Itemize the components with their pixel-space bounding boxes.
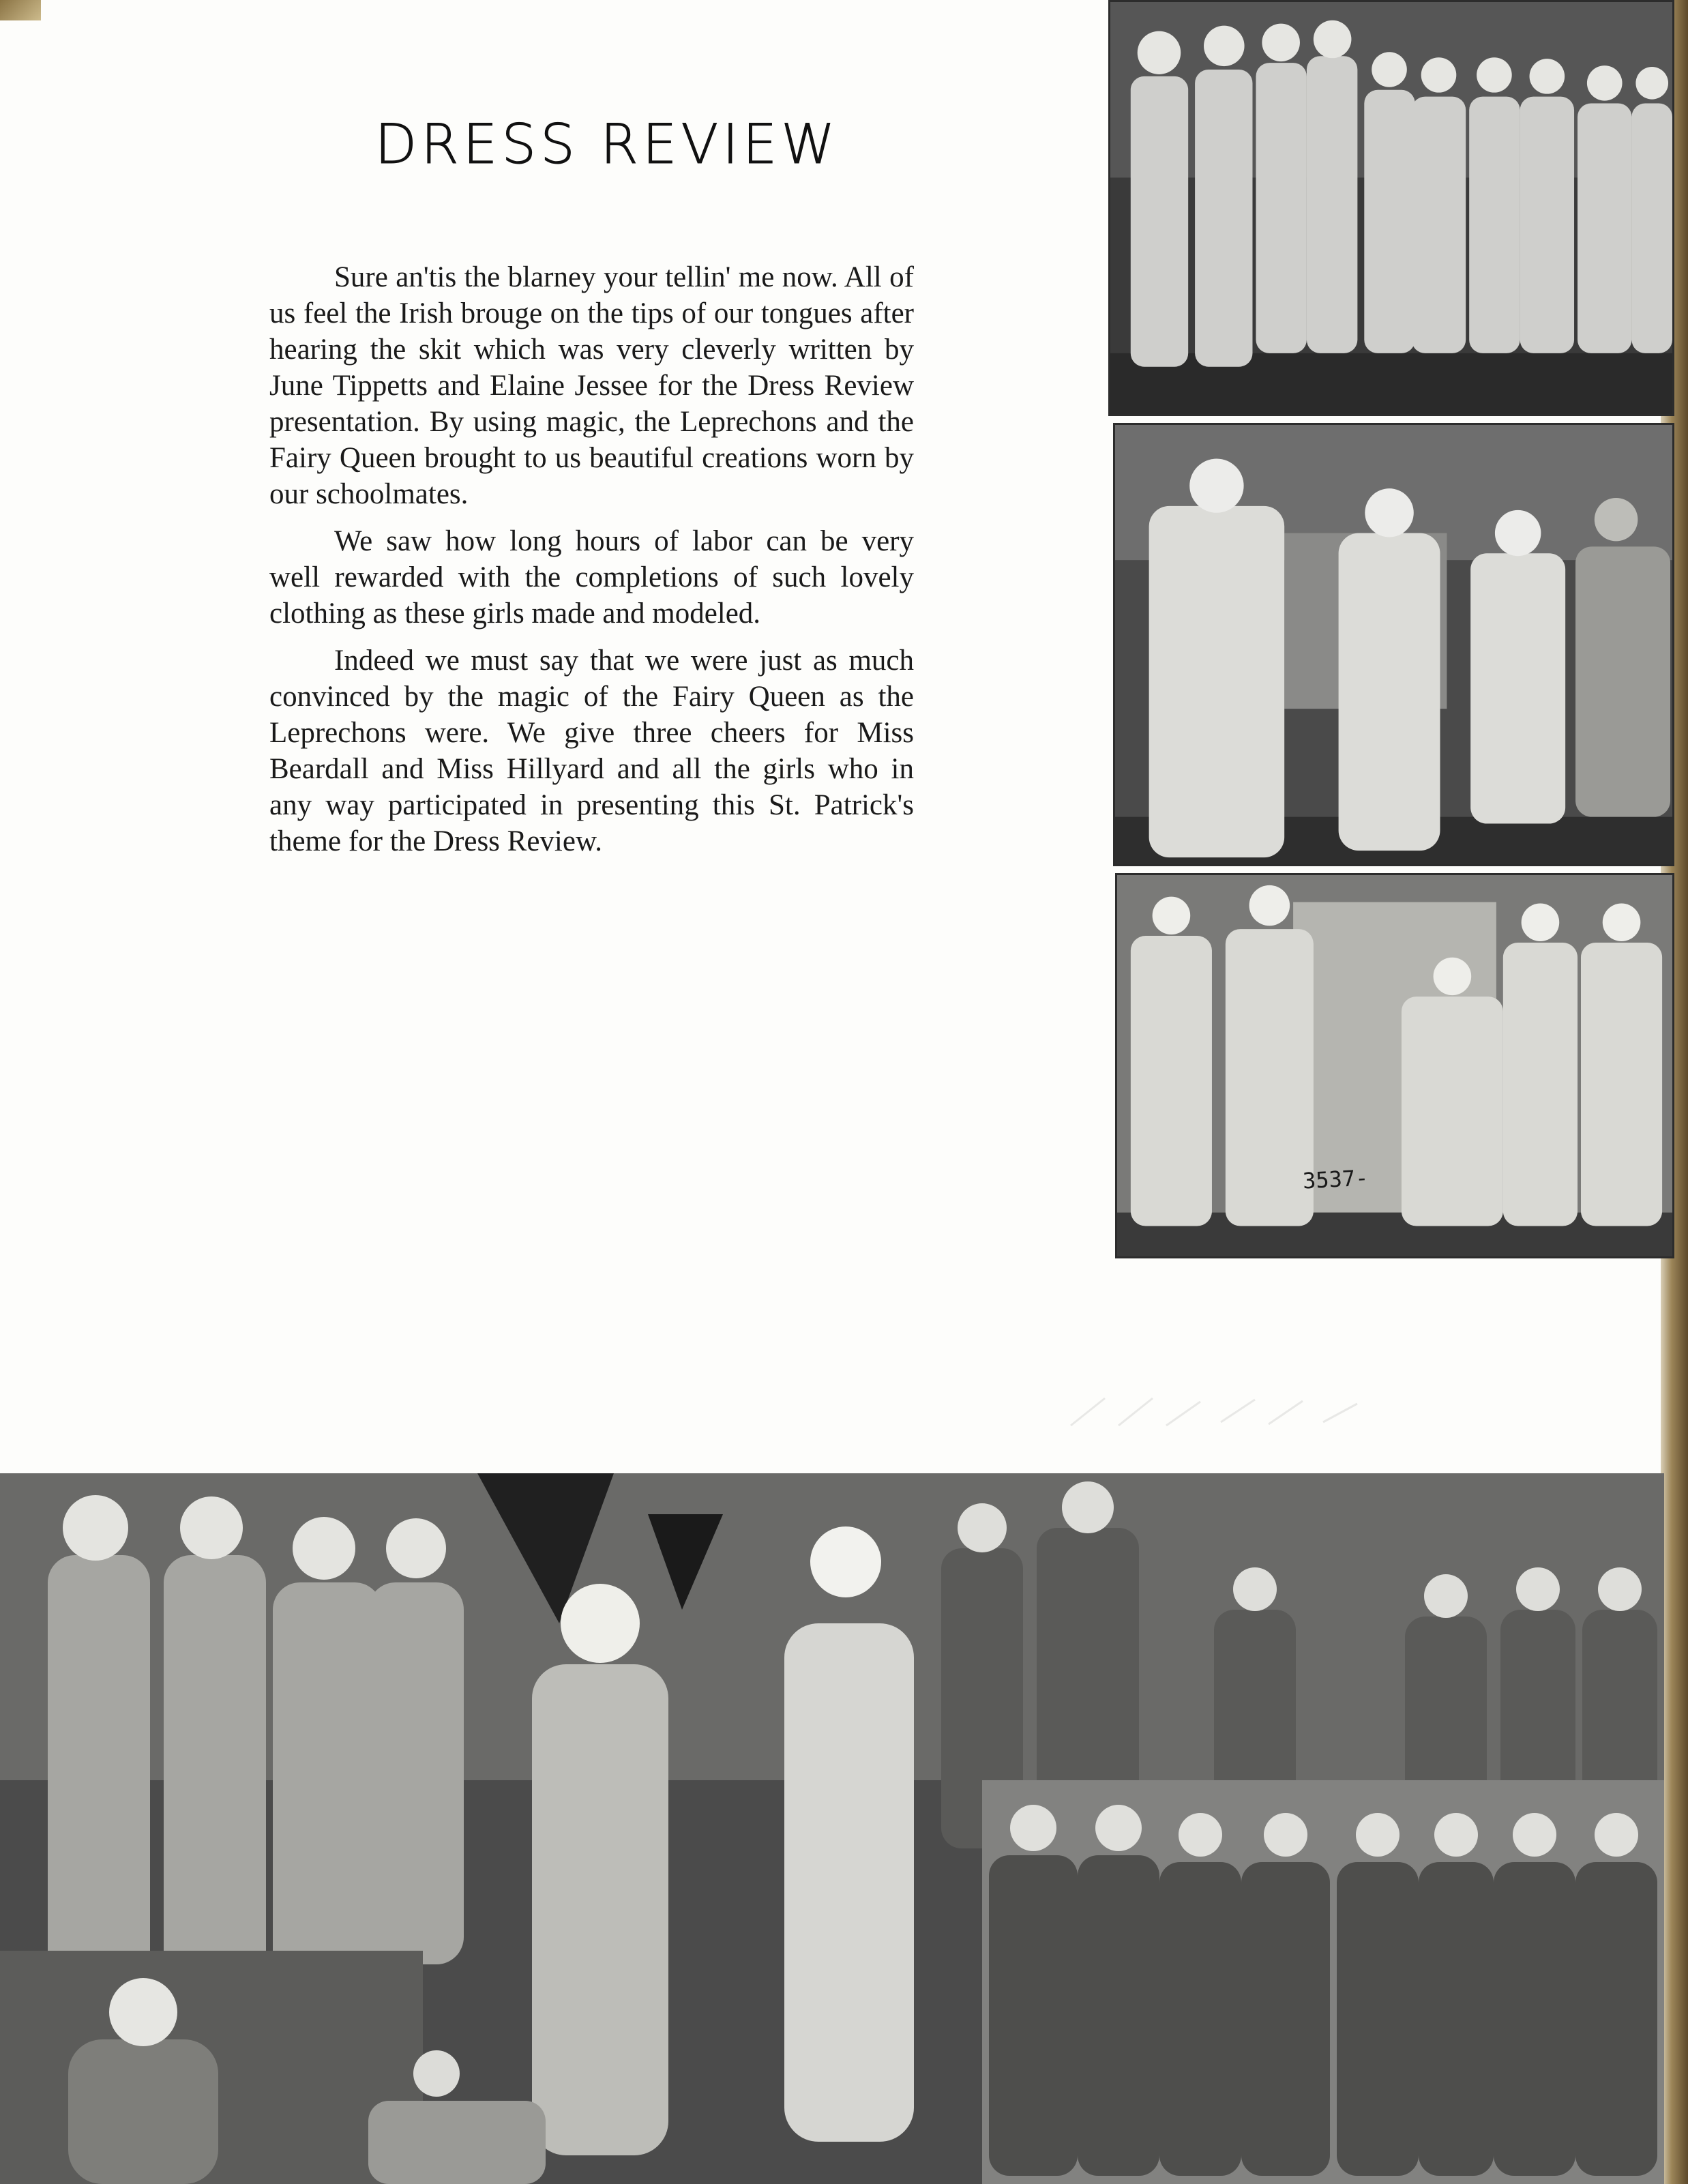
photo-pajamas (1115, 873, 1674, 1258)
pencil-smudge (1064, 1391, 1405, 1432)
photo-girls-lineup (1108, 0, 1674, 416)
photo-collage-dress-review (0, 1473, 1664, 2184)
page-title: DRESS REVIEW (374, 113, 840, 176)
paragraph-1: Sure an'tis the blarney your tellin' me now. All of us feel the Irish brouge on the tips of our tongues after hearing the skit which was very cleverly written by June Tippetts and Elaine Jessee for the Dress Review presentation. By using magic, the Leprechons and the Fairy Queen brought to us beautiful creations worn by our schoolmates. (269, 261, 914, 510)
page-corner-decoration (0, 0, 41, 20)
photo-number: 3537- (1302, 1164, 1369, 1194)
photo-nightgowns (1113, 423, 1674, 866)
paragraph-3: Indeed we must say that we were just as much convinced by the magic of the Fairy Queen as the Leprechons were. We give three cheers for Miss Beardall and Miss Hillyard and all the girls who in any way participated in presenting this St. Patrick's theme for the Dress Review. (269, 645, 914, 857)
paragraph-2: We saw how long hours of labor can be very well rewarded with the completions of such lovely clothing as these girls made and modeled. (269, 525, 914, 630)
article-text (269, 259, 914, 870)
